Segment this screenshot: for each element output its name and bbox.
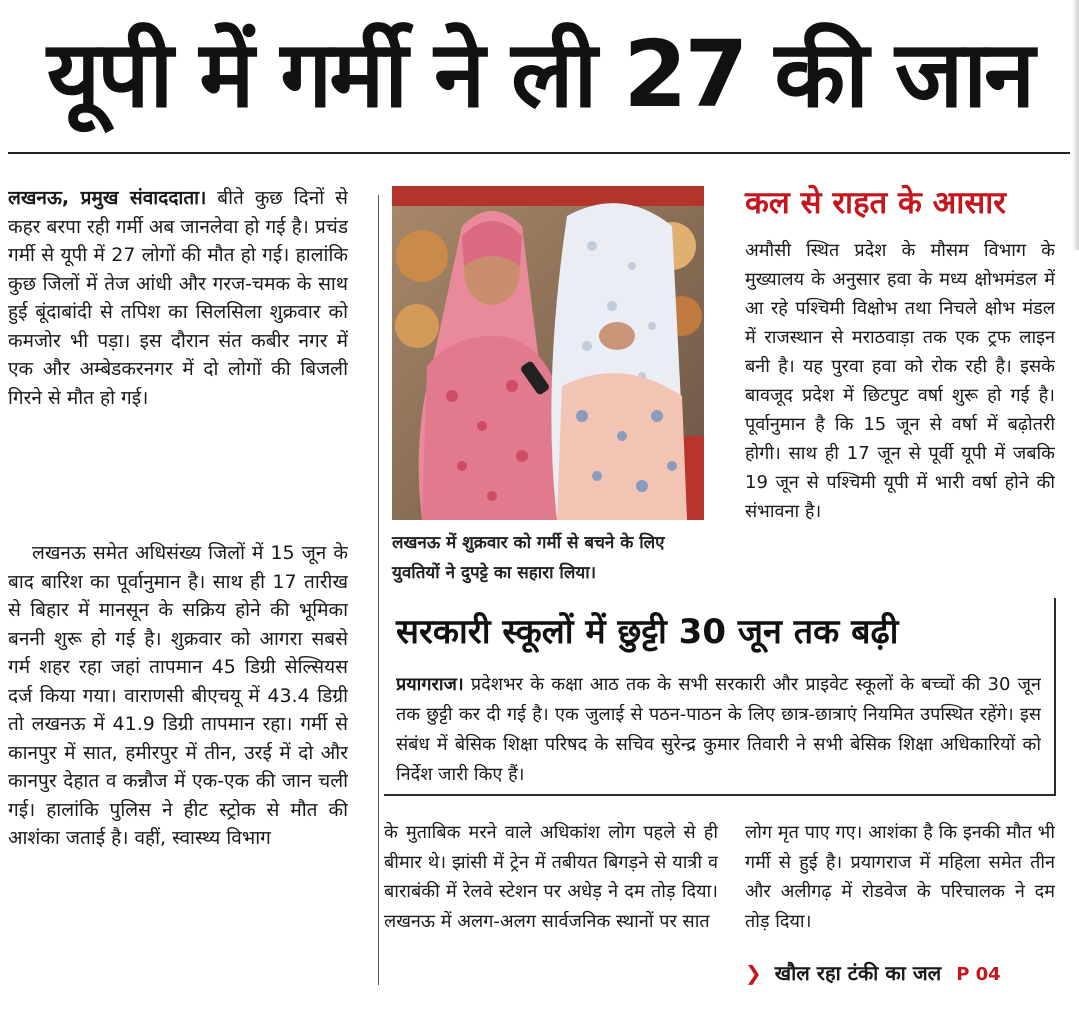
headline: यूपी में गर्मी ने ली 27 की जान xyxy=(46,21,1033,128)
women-with-dupatta-illustration xyxy=(392,186,704,520)
headline-rule xyxy=(8,152,1070,154)
main-article-para-1-text: बीते कुछ दिनों से कहर बरपा रही गर्मी अब जानलेवा हो गई है। प्रचंड गर्मी से यूपी में 27 लोगों की मौत हो गई। हालांकि कुछ जिलों में तेज आंधी और गरज-चमक के साथ हुई बूंदाबांदी से तपिश का सिलसिला शुक्रवार को कमजोर भी पड़ा। इस दौरान संत कबीर नगर में एक और अम्बेडकरनगर में दो लोगों की बिजली गिरने से मौत हो गई। xyxy=(8,187,348,409)
schools-box-dateline: प्रयागराज। xyxy=(396,674,464,695)
sidebar-body: अमौसी स्थित प्रदेश के मौसम विभाग के मुख्यालय के अनुसार हवा के मध्य क्षोभमंडल में आ रहे पश्चिमी विक्षोभ तथा निचले क्षोभ मंडल में राजस्थान से मराठवाड़ा तक एक ट्रफ लाइन बनी है। यह पुरवा हवा को रोक रही है। इसके बावजूद प्रदेश में छिटपुट वर्षा शुरू हो गई है। पूर्वानुमान है कि 15 जून से वर्षा में बढ़ोतरी होगी। साथ ही 17 जून से पूर्वी यूपी में जबकि 19 जून से पश्चिमी यूपी में भारी वर्षा होने की संभावना है। xyxy=(745,240,1055,522)
schools-box-title: सरकारी स्कूलों में छुट्टी 30 जून तक बढ़ी xyxy=(396,612,899,652)
main-article-para-1 xyxy=(8,184,348,539)
main-article-continuation-col-3: लोग मृत पाए गए। आशंका है कि इनकी मौत भी गर्मी से हुई है। प्रयागराज में महिला समेत तीन और अलीगढ़ में रोडवेज के परिचालक ने दम तोड़ दिया। xyxy=(745,822,1055,932)
news-photo xyxy=(392,186,704,520)
related-story-reference xyxy=(745,956,1065,990)
sidebar-title: कल से राहत के आसार xyxy=(745,185,1006,221)
schools-box-text: प्रदेशभर के कक्षा आठ तक के सभी सरकारी और प्राइवेट स्कूलों के बच्चों की 30 जून तक छुट्टी कर दी गई है। एक जुलाई से पठन-पाठन के लिए छात्र-छात्राएं नियमित उपस्थित रहेंगे। इस संबंध में बेसिक शिक्षा परिषद के सचिव सुरेन्द्र कुमार तिवारी ने सभी बेसिक शिक्षा अधिकारियों को निर्देश जारी किए हैं। xyxy=(396,674,1041,785)
column-divider xyxy=(378,195,379,985)
chevron-right-icon: ❯ xyxy=(745,961,762,985)
page-edge-shadow xyxy=(1072,0,1079,250)
photo-caption: लखनऊ में शुक्रवार को गर्मी से बचने के लिए युवतियों ने दुपट्टे का सहारा लिया। xyxy=(392,533,665,583)
main-article-continuation-col-2: के मुताबिक मरने वाले अधिकांश लोग पहले से ही बीमार थे। झांसी में ट्रेन में तबीयत बिगड़ने से यात्री व बाराबंकी में रेलवे स्टेशन पर अधेड़ ने दम तोड़ दिया। लखनऊ में अलग-अलग सार्वजनिक स्थानों पर सात xyxy=(384,822,718,932)
related-story-text: खौल रहा टंकी का जल xyxy=(774,961,942,985)
related-story-page: P 04 xyxy=(956,964,1001,985)
main-article-para-2: लखनऊ समेत अधिसंख्य जिलों में 15 जून के बाद बारिश का पूर्वानुमान है। साथ ही 17 तारीख से बिहार में मानसून के सक्रिय होने की भूमिका बननी शुरू हो गई है। शुक्रवार को आगरा सबसे गर्म शहर रहा जहां तापमान 45 डिग्री सेल्सियस दर्ज किया गया। वाराणसी बीएचयू में 43.4 डिग्री तो लखनऊ में 41.9 डिग्री तापमान रहा। गर्मी से कानपुर में सात, हमीरपुर में तीन, उरई में दो और कानपुर देहात व कन्नौज में एक-एक की जान चली गई। हालांकि पुलिस ने हीट स्ट्रोक से मौत की आशंका जताई है। वहीं, स्वास्थ्य विभाग xyxy=(8,542,348,849)
schools-box-body xyxy=(396,670,1041,792)
article-dateline: लखनऊ, प्रमुख संवाददाता। xyxy=(8,187,207,209)
main-article-column-1 xyxy=(8,184,348,990)
